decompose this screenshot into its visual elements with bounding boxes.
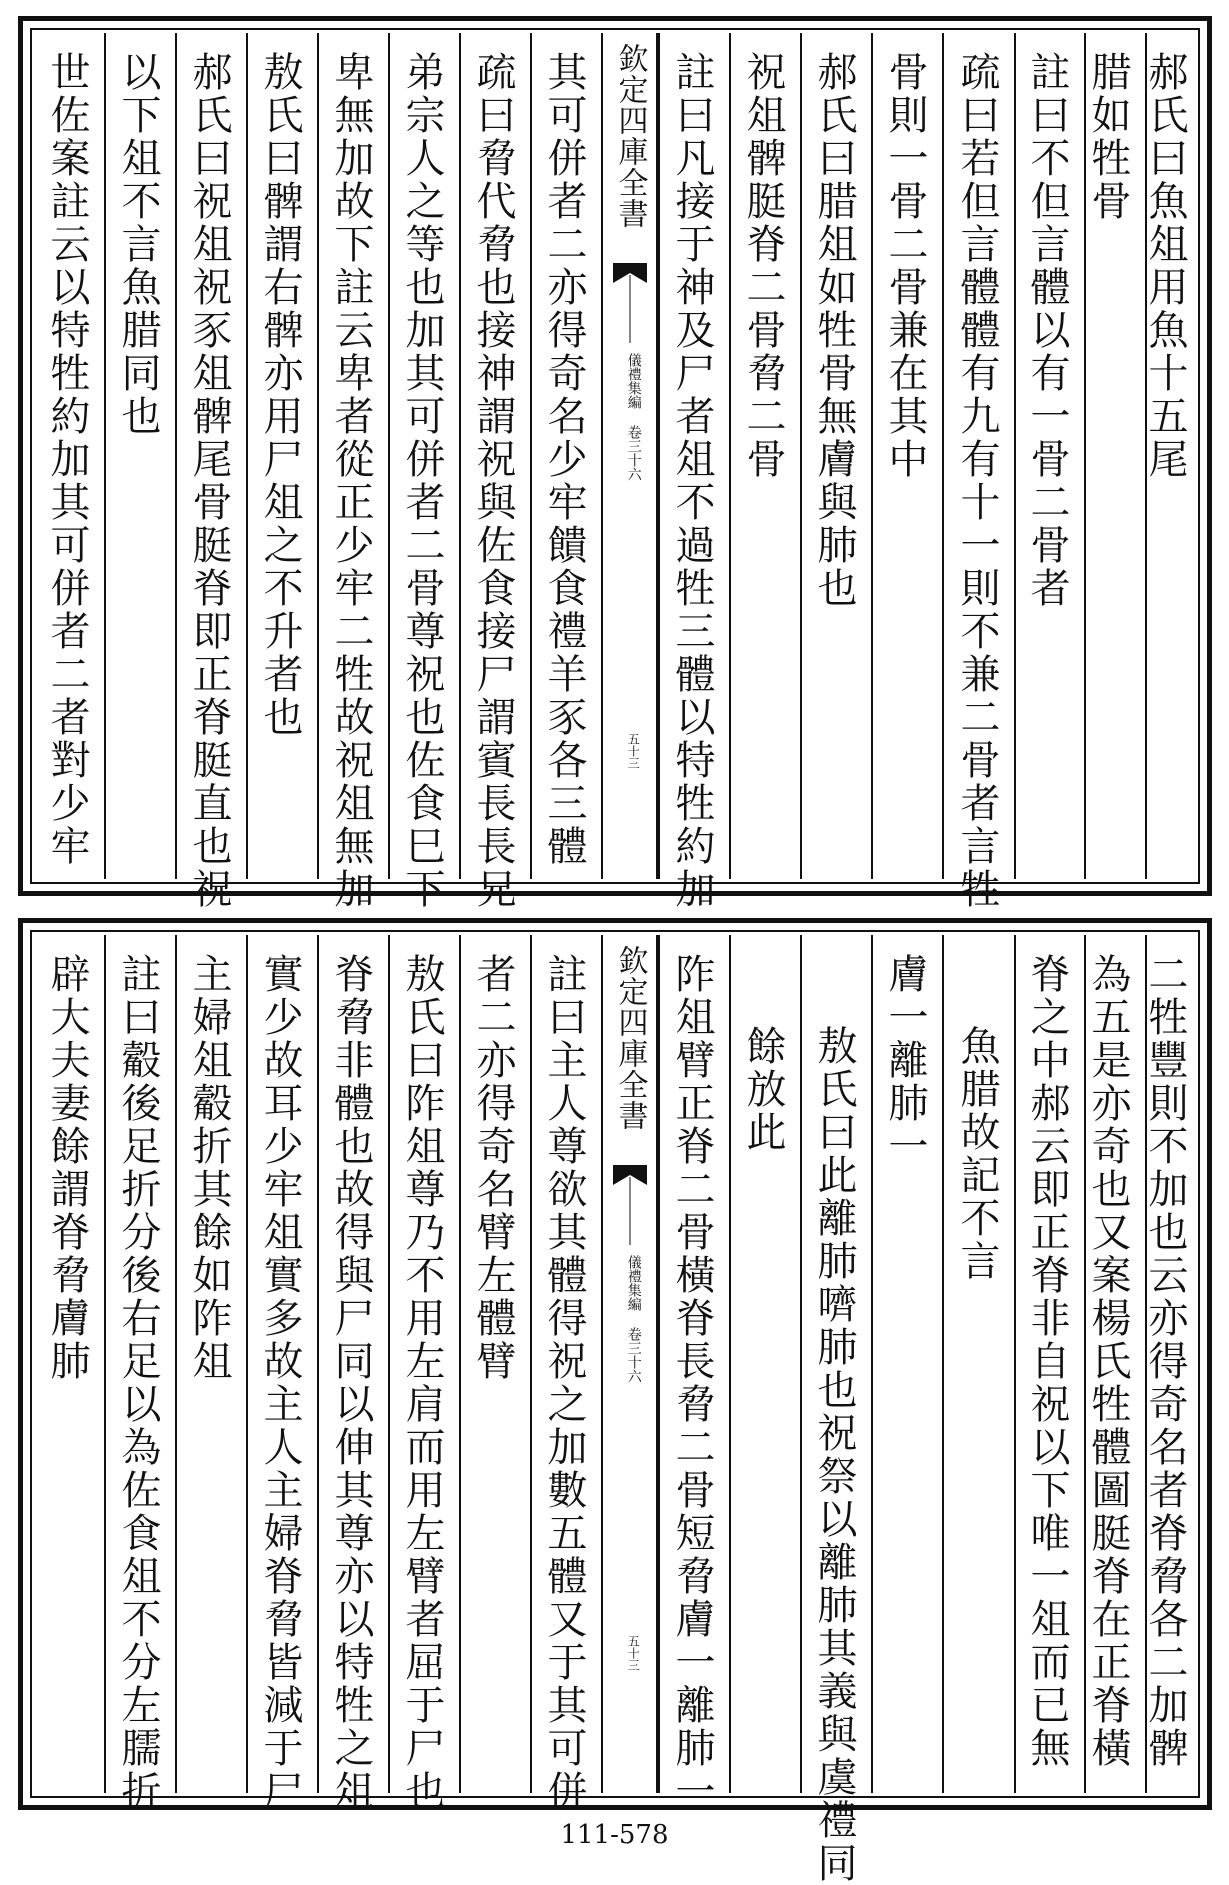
text-column bbox=[942, 935, 1014, 1793]
column-text: 其可併者二亦得奇名少牢饋食禮羊豕各三體 bbox=[541, 51, 587, 868]
column-text: 郝氏曰腊俎如牲骨無膚與肺也 bbox=[811, 51, 857, 610]
text-column bbox=[33, 33, 104, 879]
text-column bbox=[459, 935, 530, 1793]
folio-number: 五十三 bbox=[626, 733, 641, 769]
column-text: 餘放此 bbox=[740, 1025, 786, 1154]
text-column bbox=[317, 33, 388, 911]
top-page-panel bbox=[18, 16, 1212, 911]
text-column bbox=[729, 33, 800, 879]
text-column bbox=[530, 33, 601, 879]
text-column bbox=[246, 33, 317, 879]
text-column bbox=[175, 33, 246, 911]
column-text: 阼俎臂正脊二骨橫脊長脅二骨短脅膚一離肺一 bbox=[669, 953, 715, 1813]
column-text: 郝氏曰魚俎用魚十五尾 bbox=[1142, 51, 1188, 481]
text-column bbox=[658, 935, 729, 1813]
text-column bbox=[800, 935, 871, 1885]
text-column bbox=[104, 33, 175, 879]
fish-tail-icon bbox=[611, 263, 649, 343]
column-text: 脊之中郝云即正脊非自祝以下唯一俎而已無 bbox=[1024, 953, 1070, 1770]
text-column bbox=[1014, 33, 1084, 879]
column-text: 敖氏曰阼俎尊乃不用左肩而用左臂者屈于尸也 bbox=[399, 953, 445, 1813]
column-text: 以下俎不言魚腊同也 bbox=[115, 51, 161, 438]
column-text: 魚腊故記不言 bbox=[954, 1025, 1000, 1283]
text-column bbox=[388, 33, 459, 911]
text-column bbox=[871, 33, 942, 879]
page-number: 111-578 bbox=[560, 1820, 669, 1850]
column-text: 辟大夫妻餘謂脊脅膚肺 bbox=[44, 953, 90, 1383]
column-text: 註曰觳後足折分後右足以為佐食俎不分左臑折 bbox=[115, 953, 161, 1813]
text-column bbox=[1084, 33, 1145, 879]
column-text: 實少故耳少牢俎實多故主人主婦脊脅皆減于尸 bbox=[257, 953, 303, 1813]
text-column bbox=[658, 33, 729, 911]
text-column bbox=[800, 33, 871, 879]
column-text: 疏曰若但言體體有九有十一則不兼二骨者言牲 bbox=[954, 51, 1000, 911]
text-column bbox=[942, 33, 1014, 911]
text-column bbox=[317, 935, 388, 1813]
column-text: 膚一離肺一 bbox=[882, 953, 928, 1168]
text-column bbox=[1142, 935, 1202, 1793]
text-column bbox=[530, 935, 601, 1813]
column-text: 者二亦得奇名臂左體臂 bbox=[470, 953, 516, 1383]
book-title: 欽定四庫全書 bbox=[612, 43, 648, 229]
column-text: 祝俎髀脡脊二骨脅二骨 bbox=[740, 51, 786, 481]
column-text: 骨則一骨二骨兼在其中 bbox=[882, 51, 928, 481]
column-text: 為五是亦奇也又案楊氏牲體圖脡脊在正脊橫 bbox=[1085, 953, 1131, 1770]
column-text: 世佐案註云以特牲約加其可併者二者對少牢 bbox=[44, 51, 90, 868]
volume-info: 儀禮集編 卷三十六 bbox=[625, 353, 642, 481]
column-text: 敖氏曰髀謂右髀亦用尸俎之不升者也 bbox=[257, 51, 303, 739]
text-column bbox=[388, 935, 459, 1813]
text-column bbox=[246, 935, 317, 1813]
fish-tail-icon bbox=[611, 1165, 649, 1245]
column-text: 二牲豐則不加也云亦得奇名者脊脅各二加髀 bbox=[1142, 953, 1188, 1770]
column-text: 疏曰脅代脅也接神謂祝與佐食接尸謂賓長長兄 bbox=[470, 51, 516, 911]
text-column bbox=[459, 33, 530, 911]
folio-number: 五十三 bbox=[626, 1635, 641, 1671]
text-column bbox=[1084, 935, 1145, 1793]
column-text: 註曰不但言體以有一骨二骨者 bbox=[1024, 51, 1070, 610]
text-column bbox=[1014, 935, 1084, 1793]
text-column bbox=[871, 935, 942, 1793]
text-column bbox=[104, 935, 175, 1813]
column-text: 敖氏曰此離肺嚌肺也祝祭以離肺其義與虞禮同 bbox=[811, 1025, 857, 1885]
book-title: 欽定四庫全書 bbox=[612, 945, 648, 1131]
text-column bbox=[175, 935, 246, 1793]
volume-info: 儀禮集編 卷三十六 bbox=[625, 1255, 642, 1383]
column-text: 弟宗人之等也加其可併者二骨尊祝也佐食巳下 bbox=[399, 51, 445, 911]
center-fold bbox=[601, 935, 658, 1793]
column-text: 註曰凡接于神及尸者俎不過牲三體以特牲約加 bbox=[669, 51, 715, 911]
column-text: 卑無加故下註云卑者從正少牢二牲故祝俎無加 bbox=[328, 51, 374, 911]
text-column bbox=[33, 935, 104, 1793]
text-column bbox=[1142, 33, 1202, 879]
column-text: 郝氏曰祝俎祝豕俎髀尾骨脡脊即正脊脡直也祝 bbox=[186, 51, 232, 911]
column-text: 腊如牲骨 bbox=[1085, 51, 1131, 223]
column-text: 主婦俎觳折其餘如阼俎 bbox=[186, 953, 232, 1383]
center-fold bbox=[601, 33, 658, 879]
column-text: 脊脅非體也故得與尸同以伸其尊亦以特牲之俎 bbox=[328, 953, 374, 1813]
column-text: 註曰主人尊欲其體得祝之加數五體又于其可併 bbox=[541, 953, 587, 1813]
text-column bbox=[729, 935, 800, 1793]
